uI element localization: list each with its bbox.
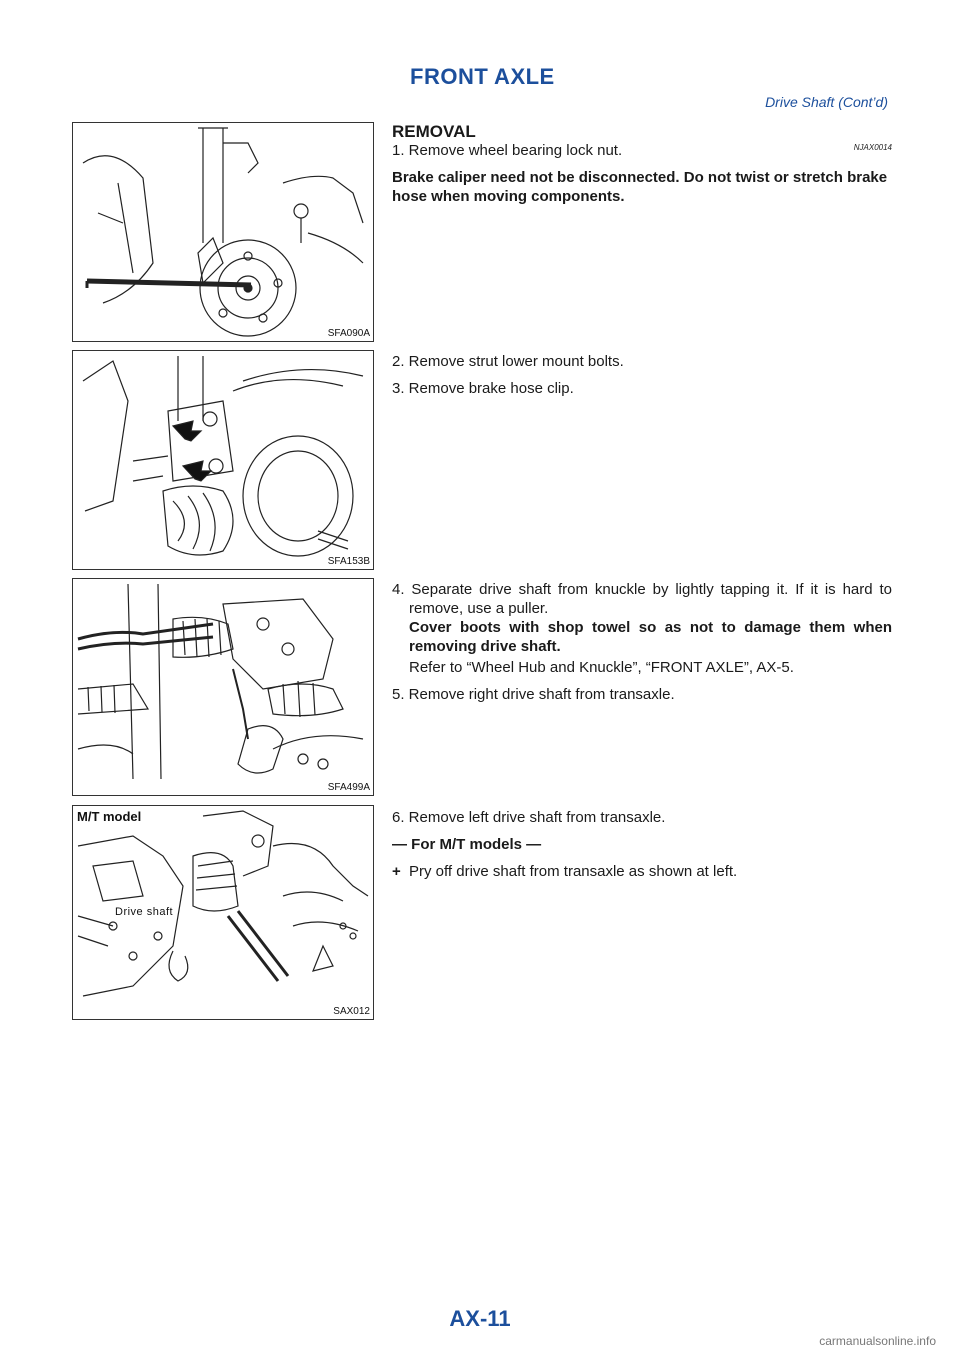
figure-code: SFA499A: [327, 782, 370, 793]
bullet-symbol: +: [392, 863, 401, 880]
figure-callout: Drive shaft: [115, 906, 174, 918]
step-3: 3. Remove brake hose clip.: [392, 380, 574, 397]
mt-subhead: — For M/T models —: [392, 836, 542, 853]
section-strut-bolts: [392, 352, 892, 406]
step-4: 4. Separate drive shaft from knuckle by lightly tapping it. If it is hard to remove, use a puller.: [392, 581, 892, 617]
step-5: 5. Remove right drive shaft from transaxle.: [392, 686, 675, 703]
step-6: 6. Remove left drive shaft from transaxle.: [392, 809, 666, 826]
caution-note: Brake caliper need not be disconnected. Do not twist or stretch brake hose when moving components.: [392, 169, 888, 205]
figure-strut-bolts: [72, 350, 374, 570]
reference-link[interactable]: Refer to “Wheel Hub and Knuckle”, “FRONT AXLE”, AX-5.: [409, 659, 794, 676]
section-removal: [392, 122, 892, 214]
page-number: AX-11: [449, 1306, 511, 1331]
figure-drive-shaft-separation: [72, 578, 374, 796]
bullet-item: [392, 862, 892, 881]
step-2: 2. Remove strut lower mount bolts.: [392, 353, 624, 370]
figure-drawing: [73, 123, 373, 341]
figure-wheel-bearing-nut: [72, 122, 374, 342]
section-left-shaft: [392, 808, 892, 881]
figure-mt-pry-off: [72, 805, 374, 1020]
section-title: REMOVAL: [392, 122, 476, 141]
step-1: 1. Remove wheel bearing lock nut.: [392, 142, 623, 159]
figure-code: SAX012: [333, 1006, 370, 1017]
figure-code: SFA090A: [327, 328, 370, 339]
header-subtitle: Drive Shaft (Cont’d): [765, 94, 888, 110]
reference-code: NJAX0014: [853, 143, 892, 152]
bullet-text: Pry off drive shaft from transaxle as shown at left.: [409, 863, 738, 880]
section-separate: [392, 580, 892, 712]
header-title: FRONT AXLE: [410, 64, 555, 89]
figure-drawing: [73, 579, 373, 795]
figure-label: M/T model: [77, 809, 142, 824]
figure-drawing: [73, 351, 373, 569]
figure-code: SFA153B: [327, 556, 370, 567]
caution-boots: Cover boots with shop towel so as not to damage them when removing drive shaft.: [409, 619, 892, 655]
watermark[interactable]: carmanualsonline.info: [819, 1334, 936, 1348]
